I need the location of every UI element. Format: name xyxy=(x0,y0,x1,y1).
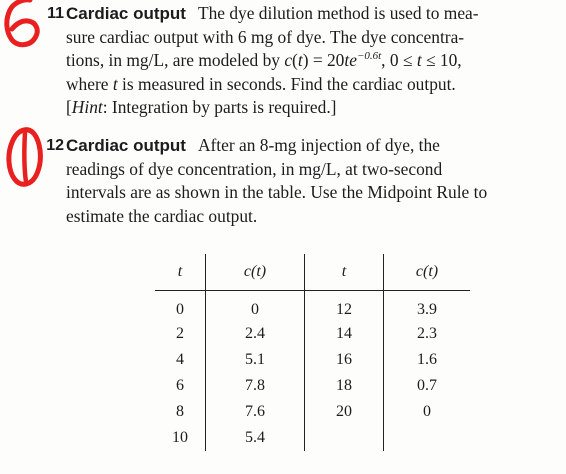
problem-line-2: sure cardiac output with 6 mg of dye. The dye concentra- xyxy=(66,26,465,47)
problem-line-5: [Hint: Integration by parts is required.] xyxy=(66,97,337,117)
table-row xyxy=(155,373,470,399)
table-cell: 6 xyxy=(176,377,184,394)
table-cell xyxy=(305,425,384,451)
table-cell: 0 xyxy=(206,291,305,322)
problem-line-3: intervals are as shown in the table. Use the Midpoint Rule to xyxy=(66,182,488,202)
table-cell: 2.3 xyxy=(384,321,471,347)
table-cell: 7.8 xyxy=(206,373,305,399)
table-row xyxy=(155,291,470,322)
table-cell: 20 xyxy=(305,399,384,425)
problem-line-1: Cardiac output The dye dilution method is used to mea- xyxy=(66,3,479,23)
problem-line-1: Cardiac output After an 8-mg injection of dye, the xyxy=(66,135,440,155)
table-row xyxy=(155,347,470,373)
table-cell: 0 xyxy=(176,301,184,318)
problem-12 xyxy=(46,134,560,228)
problem-title: Cardiac output xyxy=(66,136,186,155)
table-cell: 8 xyxy=(176,403,184,420)
problem-11 xyxy=(47,2,560,120)
table-cell: 2 xyxy=(176,325,184,342)
header-t: t xyxy=(155,254,206,291)
table-cell: 7.6 xyxy=(206,399,305,425)
table-row xyxy=(155,425,470,451)
table-cell: 10 xyxy=(172,429,188,446)
table-cell: 2.4 xyxy=(206,321,305,347)
table-cell: 16 xyxy=(305,347,384,373)
table-cell: 4 xyxy=(176,351,184,368)
header-ct: c(t) xyxy=(206,254,305,291)
table-cell: 18 xyxy=(305,373,384,399)
table-cell: 14 xyxy=(305,321,384,347)
header-ct: c(t) xyxy=(384,254,471,291)
problem-line-4: where t is measured in seconds. Find the cardiac output. xyxy=(66,73,456,94)
header-t: t xyxy=(305,254,384,291)
problem-line-3: tions, in mg/L, are modeled by $c(t) = 20te^{-0.6t}$, 0 ≤ t ≤ 10, xyxy=(66,50,462,70)
problem-number: 12 xyxy=(46,137,64,154)
problem-line-4: estimate the cardiac output. xyxy=(66,205,258,226)
concentration-table xyxy=(155,254,470,451)
table-row xyxy=(155,321,470,347)
table-cell xyxy=(384,425,471,451)
table-cell: 5.1 xyxy=(206,347,305,373)
exponent: −0.6t xyxy=(356,50,382,62)
problem-number: 11 xyxy=(47,5,64,22)
problem-line-2: readings of dye concentration, in mg/L, at two-second xyxy=(66,158,443,179)
table-cell: 0 xyxy=(384,399,471,425)
table-header-row xyxy=(155,254,470,291)
table-cell: 1.6 xyxy=(384,347,471,373)
table-row xyxy=(155,399,470,425)
problem-title: Cardiac output xyxy=(66,4,186,23)
table-cell: 3.9 xyxy=(384,291,471,322)
table-cell: 5.4 xyxy=(206,425,305,451)
table-cell: 0.7 xyxy=(384,373,471,399)
table-cell: 12 xyxy=(305,291,384,322)
